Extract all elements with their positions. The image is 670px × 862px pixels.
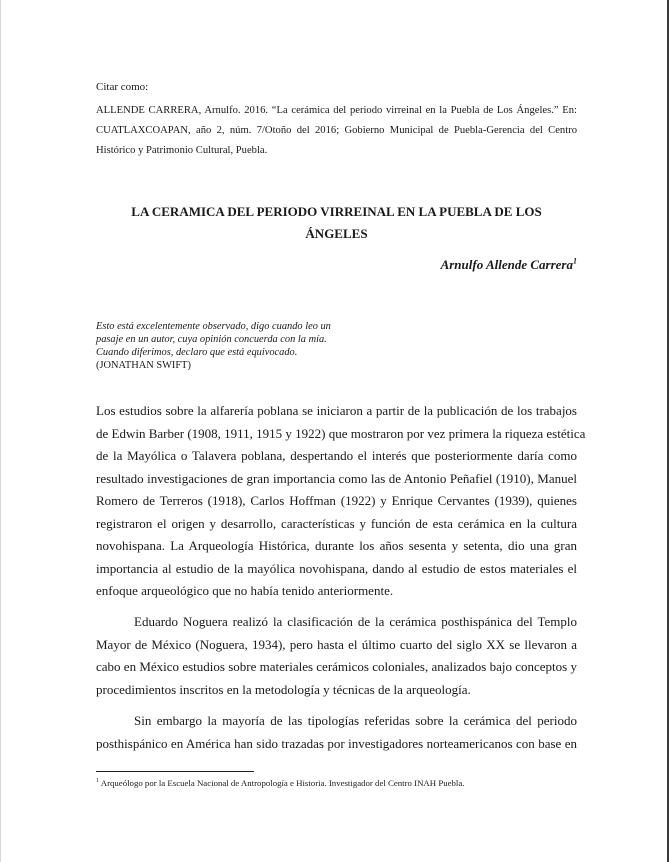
body-line: registraron el origen y desarrollo, características y función de esta cerámica en la cultura (96, 515, 577, 531)
article-author (96, 256, 577, 274)
author-name: Arnulfo Allende Carrera (440, 257, 573, 272)
body-line: novohispana. La Arqueología Histórica, durante los años sesenta y setenta, dio una gran (96, 538, 577, 553)
citation-line: CUATLAXCOAPAN, año 2, núm. 7/Otoño del 2016; Gobierno Municipal de Puebla-Gerencia del Centro (96, 125, 577, 136)
body-line: enfoque arqueológico que no había tenido anteriormente. (96, 583, 394, 598)
article-title-line: LA CERAMICA DEL PERIODO VIRREINAL EN LA PUEBLA DE LOS (131, 204, 542, 219)
article-title-line: ÁNGELES (305, 226, 368, 241)
footnote-mark: 1 (96, 778, 99, 785)
citation-block (96, 101, 577, 161)
body-line: de Edwin Barber (1908, 1911, 1915 y 1922) que mostraron por vez primera la riqueza estética (96, 425, 586, 441)
author-footnote-mark[interactable]: 1 (573, 256, 577, 266)
footnote (96, 777, 577, 789)
body-line: resultado investigaciones de gran importancia como las de Antonio Peñafiel (1910), Manuel (96, 470, 577, 486)
cite-label: Citar como: (96, 81, 149, 93)
body-line: cabo en México estudios sobre materiales cerámicos coloniales, analizados bajo conceptos y (96, 659, 577, 674)
body-line: Romero de Terreros (1918), Carlos Hoffman (1922) y Enrique Cervantes (1939), quienes (96, 493, 577, 508)
epigraph-line: Esto está excelentemente observado, digo cuando leo un (96, 321, 331, 332)
body-line: importancia al estudio de la mayólica novohispana, dando al estudio de estos materiales el (96, 560, 577, 576)
body-paragraph-3 (96, 710, 577, 755)
epigraph-line: pasaje en un autor, cuya opinión concuerda con la mía. (96, 334, 327, 345)
body-line: posthispánico en América han sido trazadas por investigadores norteamericanos con base en (96, 735, 577, 751)
body-line: Sin embargo la mayoría de las tipologías referidas sobre la cerámica del periodo (134, 713, 577, 728)
body-line: de la Mayólica o Talavera poblana, despertando el interés que posteriormente daría como (96, 448, 577, 463)
body-line: Mayor de México (Noguera, 1934), pero hasta el último cuarto del siglo XX se llevaron a (96, 636, 577, 652)
body-line: Los estudios sobre la alfarería poblana se iniciaron a partir de la publicación de los trabajos (96, 403, 577, 418)
body-paragraph-1 (96, 400, 586, 603)
body-paragraph-2 (96, 611, 577, 701)
epigraph-line: Cuando diferimos, declaro que está equivocado. (96, 347, 298, 358)
epigraph-source: (JONATHAN SWIFT) (96, 360, 191, 371)
citation-line: Histórico y Patrimonio Cultural, Puebla. (96, 145, 268, 156)
footnote-separator (96, 771, 254, 772)
article-title (96, 201, 577, 245)
body-line: Eduardo Noguera realizó la clasificación de la cerámica posthispánica del Templo (134, 614, 577, 629)
citation-line: ALLENDE CARRERA, Arnulfo. 2016. “La cerámica del periodo virreinal en la Puebla de Los Ángeles.” En: (96, 105, 577, 116)
epigraph (96, 320, 376, 372)
body-line: procedimientos inscritos en la metodología y técnicas de la arqueología. (96, 681, 471, 697)
footnote-text: Arqueólogo por la Escuela Nacional de Antropología e Historia. Investigador del Centro INAH Puebla. (99, 778, 465, 788)
